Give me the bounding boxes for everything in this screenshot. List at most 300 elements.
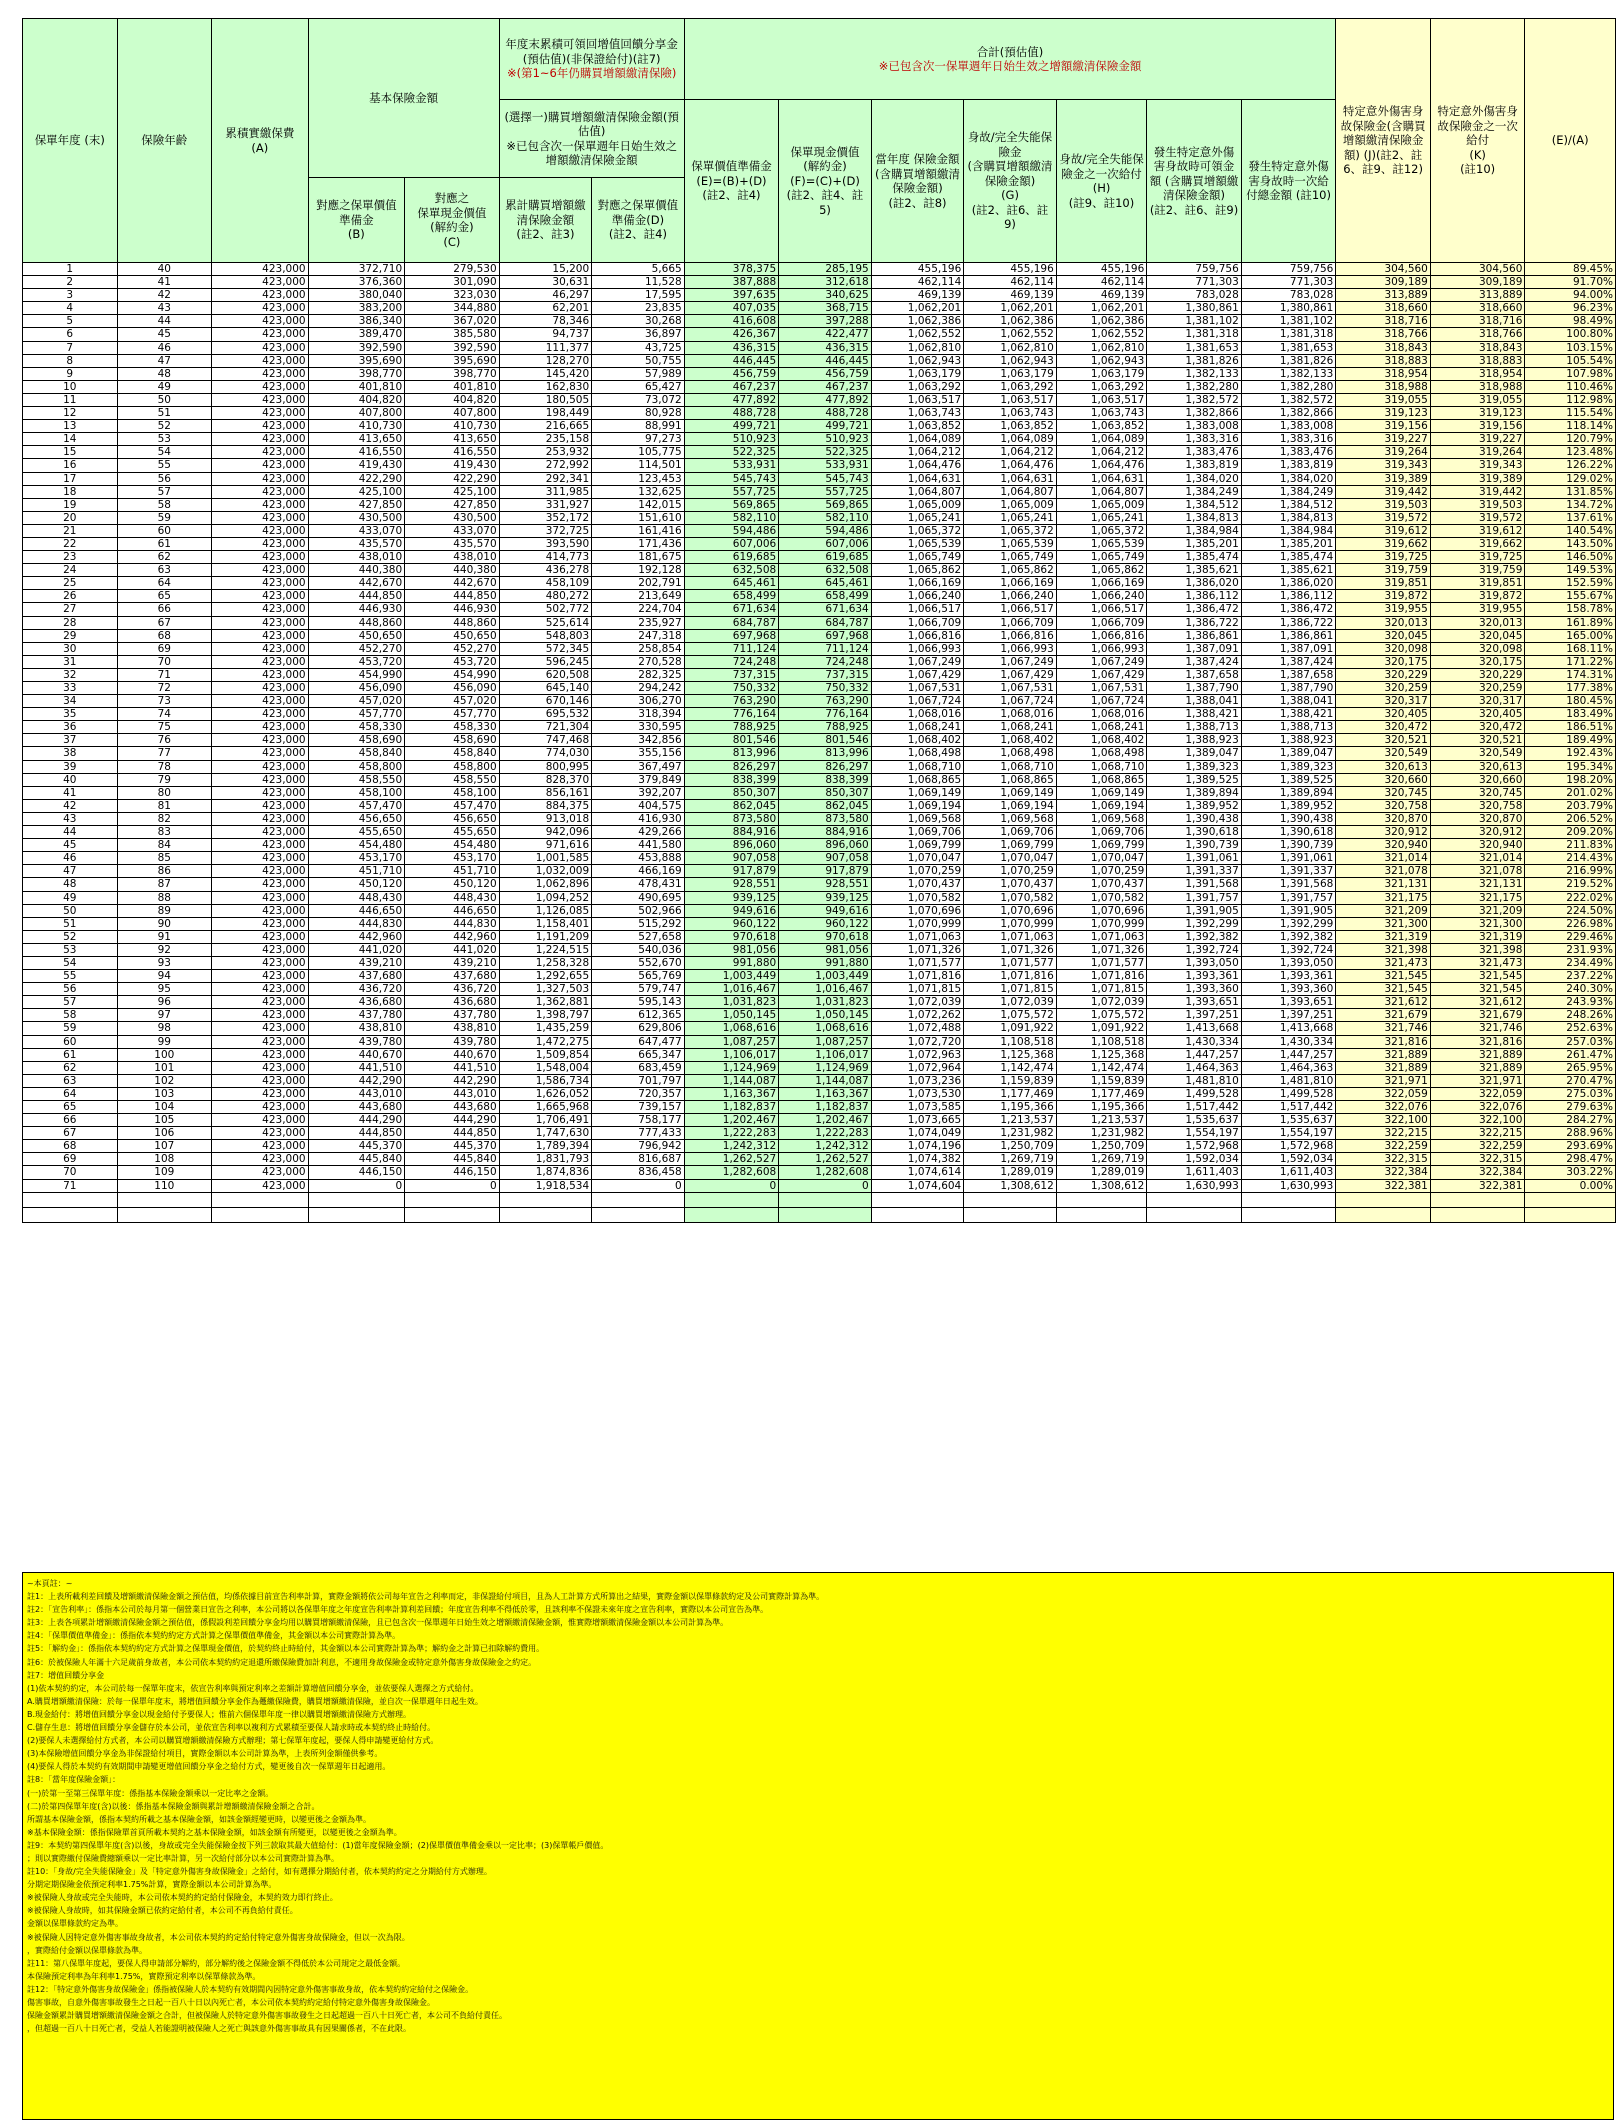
table-cell: 1,388,713 (1147, 721, 1242, 734)
table-cell: 1,258,328 (499, 956, 592, 969)
table-cell: 1,106,017 (684, 1048, 779, 1061)
table-row (23, 747, 1616, 760)
empty-cell (212, 1207, 309, 1222)
table-cell: 1,195,366 (1056, 1101, 1147, 1114)
table-cell: 106 (117, 1127, 212, 1140)
table-cell: 453,888 (592, 852, 685, 865)
table-cell: 96.23% (1525, 302, 1616, 315)
table-cell: 1,447,257 (1147, 1048, 1242, 1061)
table-cell: 873,580 (779, 812, 872, 825)
table-cell: 1,386,722 (1147, 616, 1242, 629)
table-cell: 100 (117, 1048, 212, 1061)
table-cell: 607,006 (779, 537, 872, 550)
table-cell: 488,728 (779, 407, 872, 420)
table-cell: 1,572,968 (1147, 1140, 1242, 1153)
table-cell: 44 (117, 315, 212, 328)
table-cell: 1,108,518 (1056, 1035, 1147, 1048)
table-cell: 1,592,034 (1241, 1153, 1336, 1166)
table-cell: 237.22% (1525, 970, 1616, 983)
table-cell: 423,000 (212, 812, 309, 825)
table-cell: 234.49% (1525, 956, 1616, 969)
table-cell: 161,416 (592, 524, 685, 537)
table-cell: 422,477 (779, 328, 872, 341)
table-cell: 552,670 (592, 956, 685, 969)
table-cell: 572,345 (499, 642, 592, 655)
table-cell: 24 (23, 564, 118, 577)
table-cell: 1,067,531 (964, 682, 1057, 695)
table-cell: 991,880 (779, 956, 872, 969)
table-cell: 321,545 (1430, 983, 1525, 996)
table-cell: 322,076 (1336, 1101, 1431, 1114)
table-cell: 856,161 (499, 786, 592, 799)
annual-dividend-title: 年度末累積可領回增值回饋分享金 (預估值)(非保證給付)(註7) (505, 37, 678, 66)
table-cell: 1,066,993 (964, 642, 1057, 655)
table-cell: 1,094,252 (499, 891, 592, 904)
table-row (23, 812, 1616, 825)
table-cell: 319,955 (1430, 603, 1525, 616)
table-cell: 450,650 (405, 629, 500, 642)
table-cell: 1,068,498 (1056, 747, 1147, 760)
table-cell: 423,000 (212, 826, 309, 839)
empty-cell (592, 1207, 685, 1222)
table-cell: 1,108,518 (964, 1035, 1057, 1048)
table-cell: 1,070,437 (964, 878, 1057, 891)
table-cell: 557,725 (684, 485, 779, 498)
table-cell: 1,065,372 (964, 524, 1057, 537)
empty-cell (1147, 1207, 1242, 1222)
footnote-line: 註11：第八保單年度起，要保人得申請部分解約，部分解約後之保險金額不得低於本公司規定之最低金額。 (27, 1958, 406, 1968)
table-cell: 1,063,517 (964, 393, 1057, 406)
table-cell: 1,062,943 (964, 354, 1057, 367)
table-cell: 1,065,862 (964, 564, 1057, 577)
table-cell: 1,063,743 (964, 407, 1057, 420)
table-cell: 39 (23, 760, 118, 773)
table-cell: 1,050,145 (779, 1009, 872, 1022)
table-cell: 711,124 (779, 642, 872, 655)
table-cell: 118.14% (1525, 420, 1616, 433)
table-cell: 1,065,749 (1056, 551, 1147, 564)
table-cell: 321,473 (1336, 956, 1431, 969)
footnote-line: ※被保險人身故時，如其保險金額已依約定給付者，本公司不再負給付責任。 (27, 1906, 298, 1916)
table-cell: 1,413,668 (1147, 1022, 1242, 1035)
table-cell: 1,382,280 (1241, 380, 1336, 393)
table-cell: 423,000 (212, 1061, 309, 1074)
table-row (23, 1022, 1616, 1035)
table-cell: 452,270 (405, 642, 500, 655)
table-cell: 73,072 (592, 393, 685, 406)
table-cell: 52 (23, 930, 118, 943)
table-cell: 1,389,525 (1241, 773, 1336, 786)
table-cell: 1,062,386 (871, 315, 964, 328)
table-cell: 1,068,498 (871, 747, 964, 760)
table-cell: 670,146 (499, 695, 592, 708)
table-cell: 444,850 (405, 590, 500, 603)
footnote-line: (二)於第四保單年度(含)以後：係指基本保險金額與累計增額繳清保險金額之合計。 (27, 1801, 320, 1811)
table-cell: 94.00% (1525, 289, 1616, 302)
table-cell: 320,940 (1430, 839, 1525, 852)
table-cell: 1,177,469 (964, 1087, 1057, 1100)
table-cell: 1,065,009 (1056, 498, 1147, 511)
table-cell: 1,393,651 (1241, 996, 1336, 1009)
table-cell: 368,715 (779, 302, 872, 315)
table-cell: 801,546 (779, 734, 872, 747)
table-cell: 416,550 (405, 446, 500, 459)
table-cell: 436,680 (308, 996, 405, 1009)
table-cell: 1,918,534 (499, 1179, 592, 1192)
table-cell: 1,073,236 (871, 1074, 964, 1087)
table-cell: 949,616 (779, 904, 872, 917)
table-cell: 763,290 (684, 695, 779, 708)
empty-cell (1336, 1207, 1431, 1222)
table-cell: 319,156 (1336, 420, 1431, 433)
header-lump-sum: 身故/完全失能保險金之一次給付 (H) (註9、註10) (1056, 100, 1147, 263)
table-cell: 33 (23, 682, 118, 695)
table-cell: 265.95% (1525, 1061, 1616, 1074)
table-cell: 67 (117, 616, 212, 629)
table-cell: 1,068,498 (964, 747, 1057, 760)
blank-row (23, 1207, 1616, 1222)
table-cell: 1,382,133 (1241, 367, 1336, 380)
empty-cell (1525, 1192, 1616, 1207)
table-cell: 1,391,757 (1147, 891, 1242, 904)
table-row (23, 498, 1616, 511)
table-cell: 423,000 (212, 537, 309, 550)
table-cell: 7 (23, 341, 118, 354)
table-cell: 303.22% (1525, 1166, 1616, 1179)
table-cell: 393,590 (499, 537, 592, 550)
table-cell: 1,384,984 (1147, 524, 1242, 537)
table-cell: 152.59% (1525, 577, 1616, 590)
table-cell: 66 (117, 603, 212, 616)
table-cell: 1,066,709 (871, 616, 964, 629)
table-cell: 1,159,839 (964, 1074, 1057, 1087)
table-cell: 0 (684, 1179, 779, 1192)
table-cell: 455,650 (405, 826, 500, 839)
table-cell: 579,747 (592, 983, 685, 996)
table-cell: 320,870 (1336, 812, 1431, 825)
table-cell: 321,816 (1430, 1035, 1525, 1048)
table-cell: 321,209 (1336, 904, 1431, 917)
table-cell: 1,125,368 (1056, 1048, 1147, 1061)
empty-cell (308, 1192, 405, 1207)
table-cell: 423,000 (212, 498, 309, 511)
table-cell: 453,170 (405, 852, 500, 865)
table-cell: 884,916 (779, 826, 872, 839)
table-cell: 1,388,923 (1147, 734, 1242, 747)
table-cell: 423,000 (212, 302, 309, 315)
table-cell: 413,650 (405, 433, 500, 446)
table-cell: 211.83% (1525, 839, 1616, 852)
table-cell: 318,954 (1336, 367, 1431, 380)
table-cell: 1,062,552 (1056, 328, 1147, 341)
table-cell: 423,000 (212, 1022, 309, 1035)
blank-row (23, 1192, 1616, 1207)
table-cell: 850,307 (779, 786, 872, 799)
table-cell: 1,391,337 (1147, 865, 1242, 878)
table-cell: 1,062,201 (1056, 302, 1147, 315)
table-cell: 862,045 (684, 799, 779, 812)
empty-cell (964, 1192, 1057, 1207)
table-cell: 50 (117, 393, 212, 406)
table-cell: 322,315 (1336, 1153, 1431, 1166)
table-cell: 451,710 (405, 865, 500, 878)
table-cell: 21 (23, 524, 118, 537)
table-cell: 446,150 (405, 1166, 500, 1179)
table-cell: 54 (117, 446, 212, 459)
table-cell: 319,503 (1430, 498, 1525, 511)
table-cell: 309,189 (1336, 276, 1431, 289)
table-cell: 93 (117, 956, 212, 969)
table-cell: 84 (117, 839, 212, 852)
footnote-line: (4)要保人得於本契約有效期間申請變更增值回饋分享金之給付方式，變更後自次一保單週年日起適用。 (27, 1762, 391, 1772)
table-cell: 1,126,085 (499, 904, 592, 917)
table-cell: 446,445 (684, 354, 779, 367)
table-cell: 440,670 (405, 1048, 500, 1061)
table-cell: 423,000 (212, 799, 309, 812)
table-cell: 321,612 (1336, 996, 1431, 1009)
table-cell: 1,064,807 (871, 485, 964, 498)
table-cell: 443,680 (308, 1101, 405, 1114)
table-row (23, 1061, 1616, 1074)
table-cell: 569,865 (779, 498, 872, 511)
table-cell: 11 (23, 393, 118, 406)
table-cell: 1,385,621 (1241, 564, 1336, 577)
table-cell: 423,000 (212, 367, 309, 380)
table-cell: 1,068,616 (684, 1022, 779, 1035)
table-cell: 1,387,790 (1147, 682, 1242, 695)
table-cell: 960,122 (684, 917, 779, 930)
table-cell: 105.54% (1525, 354, 1616, 367)
table-cell: 441,020 (308, 943, 405, 956)
footnote-line: ，但超過一百八十日死亡者，受益人若能證明被保險人之死亡與該意外傷害事故具有因果關係者，不在此限。 (27, 2024, 411, 2034)
table-cell: 54 (23, 956, 118, 969)
table-cell: 320,229 (1430, 668, 1525, 681)
table-cell: 1,070,047 (1056, 852, 1147, 865)
table-cell: 46 (117, 341, 212, 354)
table-cell: 448,860 (405, 616, 500, 629)
table-cell: 462,114 (871, 276, 964, 289)
header-total-reserve: 保單價值準備金 (E)=(B)+(D) (註2、註4) (684, 100, 779, 263)
table-cell: 665,347 (592, 1048, 685, 1061)
table-cell: 423,000 (212, 786, 309, 799)
table-cell: 1,070,437 (1056, 878, 1147, 891)
table-cell: 270.47% (1525, 1074, 1616, 1087)
table-cell: 423,000 (212, 839, 309, 852)
table-cell: 319,343 (1430, 459, 1525, 472)
table-cell: 1,070,582 (1056, 891, 1147, 904)
table-cell: 231.93% (1525, 943, 1616, 956)
table-cell: 89.45% (1525, 263, 1616, 276)
table-cell: 826,297 (684, 760, 779, 773)
table-cell: 445,370 (405, 1140, 500, 1153)
table-cell: 320,175 (1336, 655, 1431, 668)
table-cell: 1,381,102 (1241, 315, 1336, 328)
table-cell: 149.53% (1525, 564, 1616, 577)
table-cell: 721,304 (499, 721, 592, 734)
table-cell: 321,889 (1430, 1061, 1525, 1074)
table-cell: 1,091,922 (1056, 1022, 1147, 1035)
table-cell: 319,343 (1336, 459, 1431, 472)
empty-cell (212, 1192, 309, 1207)
table-cell: 1,242,312 (684, 1140, 779, 1153)
table-cell: 61 (117, 537, 212, 550)
table-cell: 105 (117, 1114, 212, 1127)
table-cell: 1,071,577 (871, 956, 964, 969)
table-cell: 1,392,724 (1241, 943, 1336, 956)
table-cell: 189.49% (1525, 734, 1616, 747)
table-cell: 1,231,982 (1056, 1127, 1147, 1140)
table-cell: 1,385,201 (1241, 537, 1336, 550)
table-cell: 1,383,819 (1241, 459, 1336, 472)
table-cell: 1,031,823 (779, 996, 872, 1009)
table-row (23, 328, 1616, 341)
empty-cell (23, 1207, 118, 1222)
table-cell: 1,163,367 (779, 1087, 872, 1100)
table-cell: 1,068,402 (964, 734, 1057, 747)
table-cell: 457,020 (405, 695, 500, 708)
table-cell: 1,064,631 (964, 472, 1057, 485)
table-cell: 671,634 (684, 603, 779, 616)
table-cell: 162,830 (499, 380, 592, 393)
table-cell: 311,985 (499, 485, 592, 498)
table-row (23, 485, 1616, 498)
table-row (23, 380, 1616, 393)
table-cell: 1,269,719 (1056, 1153, 1147, 1166)
table-cell: 1,063,292 (1056, 380, 1147, 393)
table-cell: 1,068,241 (871, 721, 964, 734)
table-row (23, 734, 1616, 747)
table-cell: 151,610 (592, 511, 685, 524)
table-cell: 155.67% (1525, 590, 1616, 603)
table-cell: 1,387,091 (1147, 642, 1242, 655)
table-cell: 510,923 (779, 433, 872, 446)
table-cell: 319,442 (1336, 485, 1431, 498)
table-cell: 94,737 (499, 328, 592, 341)
table-row (23, 668, 1616, 681)
footnote-line: 註2：「宣告利率」：係指本公司於每月第一個營業日宣告之利率，本公司將以各保單年度之年度宣告利率計算利差回饋；年度宣告利率不得低於零，且該利率不保證未來年度之宣告利率，實際以本公司宣告為準。 (27, 1605, 769, 1615)
table-cell: 1,388,923 (1241, 734, 1336, 747)
table-cell: 1,069,799 (871, 839, 964, 852)
table-cell: 1,386,861 (1241, 629, 1336, 642)
table-cell: 1,064,089 (871, 433, 964, 446)
table-cell: 47 (23, 865, 118, 878)
table-row (23, 393, 1616, 406)
table-cell: 458,330 (308, 721, 405, 734)
table-cell: 68 (117, 629, 212, 642)
table-cell: 69 (117, 642, 212, 655)
table-cell: 771,303 (1147, 276, 1242, 289)
table-cell: 1,065,539 (871, 537, 964, 550)
empty-cell (1147, 1192, 1242, 1207)
table-cell: 1,386,722 (1241, 616, 1336, 629)
table-cell: 1,066,169 (964, 577, 1057, 590)
footnote-line: ；則以實際繳付保險費總額乘以一定比率計算，另一次給付部分以本公司實際計算為準。 (27, 1853, 339, 1863)
table-cell: 1,611,403 (1147, 1166, 1242, 1179)
table-cell: 1,182,837 (684, 1101, 779, 1114)
table-cell: 1,067,724 (964, 695, 1057, 708)
table-cell: 321,679 (1430, 1009, 1525, 1022)
table-cell: 1,383,008 (1147, 420, 1242, 433)
table-cell: 128,270 (499, 354, 592, 367)
table-cell: 319,227 (1430, 433, 1525, 446)
table-cell: 40 (117, 263, 212, 276)
table-cell: 111,377 (499, 341, 592, 354)
table-cell: 438,010 (405, 551, 500, 564)
table-cell: 258,854 (592, 642, 685, 655)
table-cell: 275.03% (1525, 1087, 1616, 1100)
table-cell: 510,923 (684, 433, 779, 446)
table-cell: 1,065,862 (1056, 564, 1147, 577)
table-cell: 1,069,568 (871, 812, 964, 825)
table-cell: 318,394 (592, 708, 685, 721)
table-cell: 454,480 (405, 839, 500, 852)
table-cell: 884,916 (684, 826, 779, 839)
table-cell: 1,071,816 (871, 970, 964, 983)
table-cell: 88 (117, 891, 212, 904)
table-cell: 42 (117, 289, 212, 302)
table-cell: 456,090 (405, 682, 500, 695)
table-cell: 385,580 (405, 328, 500, 341)
table-cell: 1,067,724 (871, 695, 964, 708)
table-cell: 1,032,009 (499, 865, 592, 878)
table-cell: 177.38% (1525, 682, 1616, 695)
table-cell: 320,745 (1430, 786, 1525, 799)
table-cell: 423,000 (212, 511, 309, 524)
table-cell: 313,889 (1336, 289, 1431, 302)
table-cell: 1,308,612 (964, 1179, 1057, 1192)
table-cell: 92 (117, 943, 212, 956)
table-cell: 1,390,618 (1147, 826, 1242, 839)
header-basic-reserve: 對應之保單價值準備金 (B) (308, 178, 405, 263)
table-cell: 423,000 (212, 642, 309, 655)
table-cell: 32 (23, 668, 118, 681)
table-cell: 410,730 (308, 420, 405, 433)
table-cell: 971,616 (499, 839, 592, 852)
table-cell: 455,196 (1056, 263, 1147, 276)
table-cell: 1,070,259 (964, 865, 1057, 878)
table-cell: 1,327,503 (499, 983, 592, 996)
table-row (23, 1074, 1616, 1087)
table-cell: 224.50% (1525, 904, 1616, 917)
table-cell: 1,065,009 (964, 498, 1057, 511)
table-cell: 783,028 (1147, 289, 1242, 302)
table-cell: 247,318 (592, 629, 685, 642)
table-cell: 1,388,041 (1147, 695, 1242, 708)
table-cell: 68 (23, 1140, 118, 1153)
table-cell: 423,000 (212, 380, 309, 393)
table-cell: 1,554,197 (1241, 1127, 1336, 1140)
table-cell: 440,380 (405, 564, 500, 577)
table-cell: 257.03% (1525, 1035, 1616, 1048)
table-cell: 44 (23, 826, 118, 839)
table-cell: 774,030 (499, 747, 592, 760)
table-cell: 1,224,515 (499, 943, 592, 956)
table-cell: 425,100 (405, 485, 500, 498)
table-cell: 1,392,299 (1147, 917, 1242, 930)
table-cell: 1,074,614 (871, 1166, 964, 1179)
table-cell: 632,508 (779, 564, 872, 577)
table-cell: 57 (23, 996, 118, 1009)
table-cell: 739,157 (592, 1101, 685, 1114)
table-cell: 436,278 (499, 564, 592, 577)
table-cell: 1,548,004 (499, 1061, 592, 1074)
table-cell: 1,091,922 (964, 1022, 1057, 1035)
table-cell: 69 (23, 1153, 118, 1166)
table-cell: 383,200 (308, 302, 405, 315)
table-cell: 320,521 (1336, 734, 1431, 747)
table-cell: 423,000 (212, 917, 309, 930)
table-cell: 70 (23, 1166, 118, 1179)
